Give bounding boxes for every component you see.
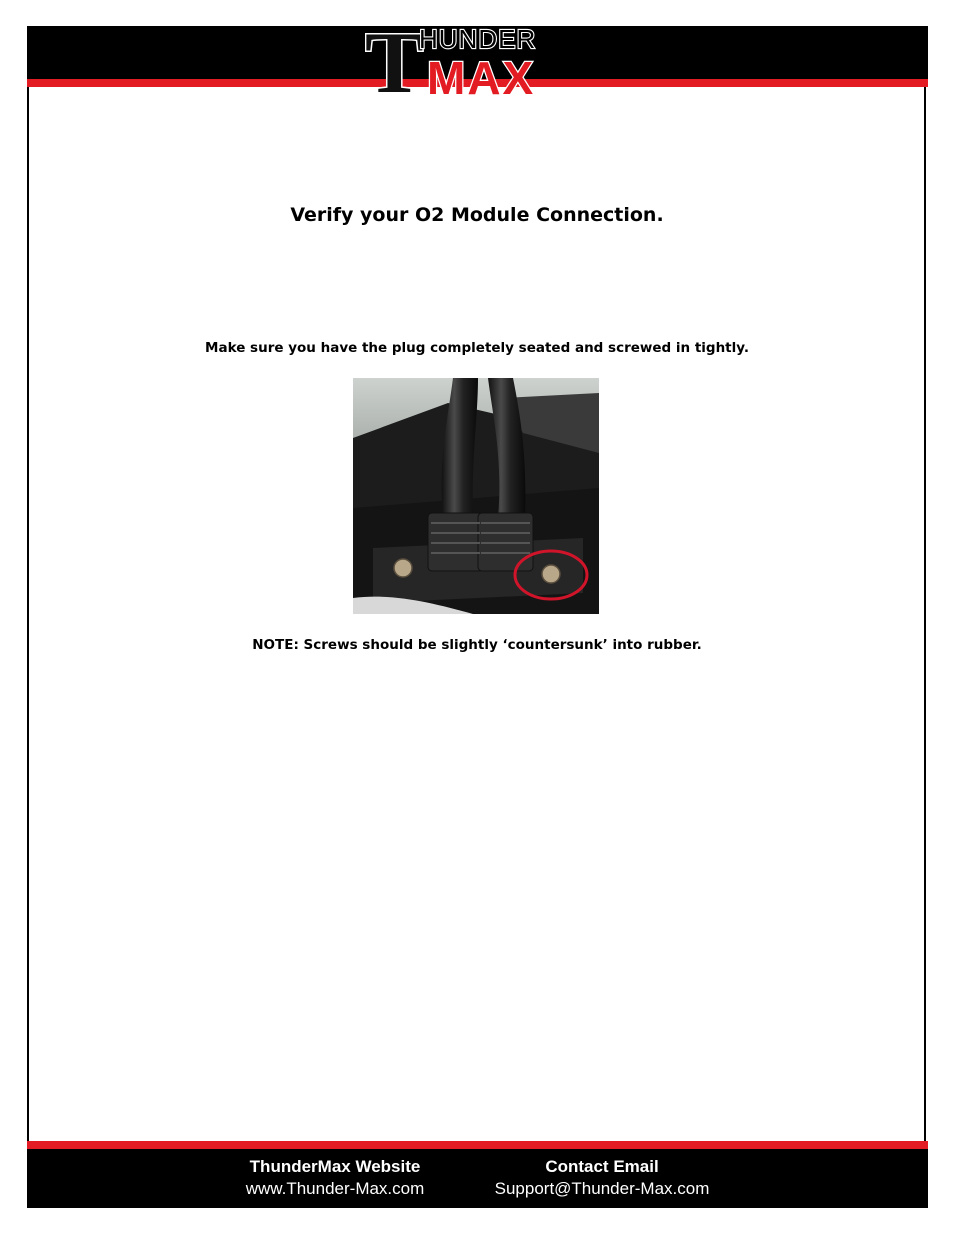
footer-website-label: ThunderMax Website — [249, 1157, 421, 1176]
page-title: Verify your O2 Module Connection. — [290, 204, 664, 226]
note-text: NOTE: Screws should be slightly ‘countersunk’ into rubber. — [252, 637, 702, 653]
footer-red-stripe — [27, 1141, 928, 1149]
thundermax-logo — [365, 20, 590, 98]
footer-contact — [470, 1157, 734, 1201]
o2-module-connector-photo — [353, 378, 599, 614]
footer-email-label: Contact Email — [545, 1157, 659, 1176]
logo-line-hunder: HUNDER — [419, 24, 537, 54]
footer-website — [225, 1157, 445, 1201]
footer-email-link[interactable]: Support@Thunder-Max.com — [494, 1179, 710, 1198]
logo-letter-t: T — [365, 20, 424, 98]
logo-line-max: MAX — [427, 52, 536, 98]
instruction-text: Make sure you have the plug completely seated and screwed in tightly. — [205, 340, 749, 356]
footer-website-link[interactable]: www.Thunder-Max.com — [245, 1179, 425, 1198]
